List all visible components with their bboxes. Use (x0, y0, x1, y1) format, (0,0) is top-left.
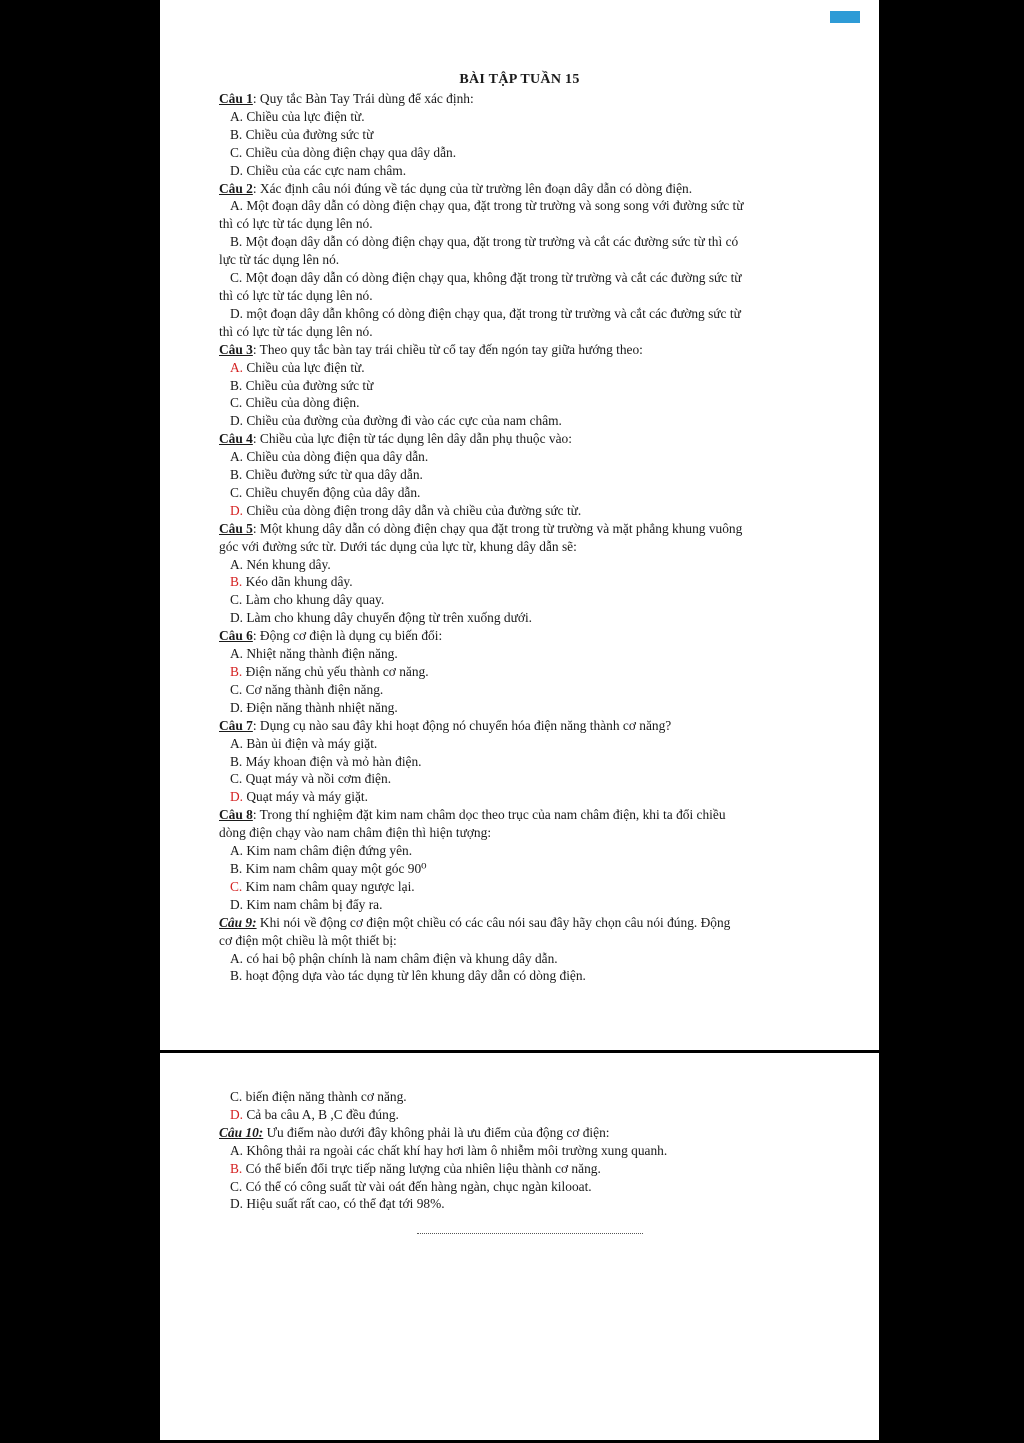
option-c (219, 591, 835, 609)
option-text: Chiều của các cực nam châm. (243, 162, 407, 178)
document-page-2 (160, 1053, 879, 1440)
option-text: Máy khoan điện và mỏ hàn điện. (242, 753, 422, 769)
questions-block-2 (219, 1088, 835, 1213)
option-d (219, 788, 835, 806)
question-label: Câu 3 (219, 341, 253, 357)
option-c (219, 394, 835, 412)
option-letter: D. (230, 699, 244, 715)
option-text: Kim nam châm bị đẩy ra. (243, 896, 383, 912)
option-text: Không thải ra ngoài các chất khí hay hơi làm ô nhiễm môi trường xung quanh. (243, 1142, 668, 1158)
option-letter-answer: C. (230, 878, 243, 894)
question-text: Khi nói về động cơ điện một chiều có các câu nói sau đây hãy chọn câu nói đúng. Động (256, 914, 731, 930)
option-a (219, 735, 835, 753)
option-a (219, 842, 835, 860)
option-b (219, 967, 835, 985)
option-text: biến điện năng thành cơ năng. (242, 1089, 407, 1104)
option-a (219, 108, 835, 126)
question-label: Câu 7 (219, 717, 253, 733)
option-letter: A. (230, 735, 244, 751)
document-page-1 (160, 0, 879, 1050)
question-6 (219, 627, 835, 645)
option-letter: A. (230, 646, 244, 662)
question-9-cont: cơ điện một chiều là một thiết bị: (219, 932, 397, 948)
option-a (219, 1142, 835, 1160)
option-text: hoạt động dựa vào tác dụng từ lên khung dây dẫn có dòng điện. (242, 968, 586, 984)
option-letter: B. (230, 377, 243, 393)
option-letter: B. (230, 234, 243, 250)
question-label: Câu 8 (219, 807, 253, 823)
option-letter: A. (230, 198, 244, 214)
question-text: : Chiều của lực điện từ tác dụng lên dây dẫn phụ thuộc vào: (252, 431, 572, 447)
option-text: Cả ba câu A, B ,C đều đúng. (243, 1106, 399, 1122)
option-text: Chiều của dòng điện trong dây dẫn và chiều của đường sức từ. (243, 502, 582, 518)
question-label: Câu 10: (219, 1124, 264, 1140)
question-text: Ưu điểm nào dưới đây không phải là ưu điểm của động cơ điện: (263, 1124, 610, 1140)
question-label: Câu 2 (219, 180, 253, 196)
option-letter: C. (230, 771, 243, 787)
option-text: Một đoạn dây dẫn có dòng điện chạy qua, không đặt trong từ trường và cắt các đường sức từ (242, 270, 742, 286)
option-text: Làm cho khung dây quay. (242, 592, 385, 608)
option-text: Điện năng chủ yếu thành cơ năng. (242, 664, 429, 679)
question-8-cont: dòng điện chạy vào nam châm điện thì hiện tượng: (219, 825, 492, 841)
option-b (219, 1160, 835, 1178)
option-a (219, 950, 835, 968)
question-text: : Quy tắc Bàn Tay Trái dùng để xác định: (252, 91, 474, 106)
option-c (219, 681, 835, 699)
option-text: một đoạn dây dẫn không có dòng điện chạy qua, đặt trong từ trường và cắt các đường sức từ (243, 305, 741, 321)
question-text: : Động cơ điện là dụng cụ biến đổi: (252, 628, 443, 644)
option-letter: B. (230, 467, 243, 483)
option-letter: B. (230, 860, 243, 876)
option-letter: A. (230, 449, 244, 465)
option-letter: C. (230, 270, 243, 286)
option-text: Kim nam châm quay ngược lại. (242, 878, 415, 894)
option-letter: D. (230, 610, 244, 626)
option-c (219, 144, 835, 162)
option-text: Chiều của dòng điện qua dây dẫn. (243, 449, 429, 465)
option-c (219, 269, 835, 287)
option-d (219, 502, 835, 520)
option-letter: C. (230, 1089, 243, 1104)
option-letter: B. (230, 968, 243, 984)
option-b (219, 860, 835, 878)
option-text: Hiệu suất rất cao, có thể đạt tới 98%. (243, 1196, 445, 1212)
question-label: Câu 4 (219, 431, 253, 447)
question-2 (219, 180, 835, 198)
option-letter: A. (230, 843, 244, 859)
option-letter-answer: D. (230, 502, 244, 518)
option-letter: D. (230, 413, 244, 429)
question-8 (219, 806, 835, 824)
option-d (219, 162, 835, 180)
option-letter: A. (230, 950, 244, 966)
option-text: Kim nam châm điện đứng yên. (243, 843, 413, 859)
option-d (219, 609, 835, 627)
option-c-cont: thì có lực từ tác dụng lên nó. (219, 287, 373, 303)
option-b (219, 233, 835, 251)
question-4 (219, 430, 835, 448)
option-letter: B. (230, 753, 243, 769)
blue-marker (830, 11, 860, 23)
option-a (219, 556, 835, 574)
option-text: Làm cho khung dây chuyển động từ trên xuống dưới. (243, 610, 533, 626)
option-letter: A. (230, 1142, 244, 1158)
option-letter-answer: B. (230, 574, 243, 590)
dotted-end-line (417, 1233, 643, 1234)
option-letter: C. (230, 1178, 243, 1194)
option-d (219, 896, 835, 914)
option-text: Nhiệt năng thành điện năng. (243, 646, 398, 662)
option-text: Cơ năng thành điện năng. (242, 681, 384, 697)
option-a (219, 359, 835, 377)
option-text: Chiều của đường sức từ (242, 126, 374, 142)
option-letter: A. (230, 556, 244, 572)
option-letter: D. (230, 896, 244, 912)
option-b (219, 377, 835, 395)
option-c (219, 484, 835, 502)
option-letter: C. (230, 592, 243, 608)
option-c (219, 770, 835, 788)
option-letter-answer: B. (230, 664, 243, 679)
option-letter: B. (230, 126, 243, 142)
option-text: Một đoạn dây dẫn có dòng điện chạy qua, đặt trong từ trường và song song với đường sức từ (243, 198, 744, 214)
option-text: Chiều của đường của đường đi vào các cực của nam châm. (243, 413, 562, 429)
question-text: : Trong thí nghiệm đặt kim nam châm dọc theo trục của nam châm điện, khi ta đổi chiều (252, 807, 726, 823)
option-text: Chiều đường sức từ qua dây dẫn. (242, 467, 423, 483)
option-c (219, 1178, 835, 1196)
option-a-cont: thì có lực từ tác dụng lên nó. (219, 216, 373, 232)
option-letter: C. (230, 484, 243, 500)
option-text: có hai bộ phận chính là nam châm điện và khung dây dẫn. (243, 950, 558, 966)
option-text: Chiều của dòng điện chạy qua dây dẫn. (242, 144, 457, 160)
option-text: Quạt máy và máy giặt. (243, 789, 368, 805)
question-5 (219, 520, 835, 538)
question-5-cont: góc với đường sức từ. Dưới tác dụng của lực từ, khung dây dẫn sẽ: (219, 538, 577, 554)
question-label: Câu 9: (219, 914, 257, 930)
option-letter: D. (230, 305, 244, 321)
option-text: Kéo dãn khung dây. (242, 574, 353, 590)
question-text: : Một khung dây dẫn có dòng điện chạy qua đặt trong từ trường và mặt phẳng khung vuông (252, 520, 743, 536)
option-c (219, 1088, 835, 1106)
option-text: Một đoạn dây dẫn có dòng điện chạy qua, đặt trong từ trường và cắt các đường sức từ thì có (242, 234, 739, 250)
question-3 (219, 341, 835, 359)
option-d (219, 1106, 835, 1124)
option-text: Bàn ủi điện và máy giặt. (243, 735, 378, 751)
option-text: Nén khung dây. (243, 556, 331, 572)
question-text: : Theo quy tắc bàn tay trái chiều từ cổ tay đến ngón tay giữa hướng theo: (252, 341, 643, 357)
option-letter-answer: A. (230, 359, 244, 375)
option-text: Điện năng thành nhiệt năng. (243, 699, 398, 715)
option-a (219, 448, 835, 466)
option-d (219, 1195, 835, 1213)
question-9 (219, 914, 835, 932)
question-text: : Dụng cụ nào sau đây khi hoạt động nó chuyển hóa điện năng thành cơ năng? (252, 717, 672, 733)
option-text: Kim nam châm quay một góc 90⁰ (242, 860, 427, 876)
option-b (219, 466, 835, 484)
option-d (219, 699, 835, 717)
option-a (219, 197, 835, 215)
option-d-cont: thì có lực từ tác dụng lên nó. (219, 323, 373, 339)
option-b (219, 663, 835, 681)
option-b (219, 573, 835, 591)
question-label: Câu 6 (219, 628, 253, 644)
questions-block-1 (219, 90, 835, 985)
option-letter-answer: D. (230, 789, 244, 805)
option-text: Chiều của lực điện từ. (243, 108, 365, 124)
option-letter: C. (230, 395, 243, 411)
option-b-cont: lực từ tác dụng lên nó. (219, 252, 340, 268)
option-text: Chiều của đường sức từ (242, 377, 374, 393)
question-label: Câu 5 (219, 520, 253, 536)
option-letter: D. (230, 1196, 244, 1212)
option-text: Có thể có công suất từ vài oát đến hàng ngàn, chục ngàn kilooat. (242, 1178, 592, 1194)
option-text: Quạt máy và nồi cơm điện. (242, 771, 392, 787)
question-7 (219, 717, 835, 735)
option-letter: D. (230, 162, 244, 178)
option-letter: C. (230, 681, 243, 697)
option-d (219, 305, 835, 323)
option-text: Chiều chuyển động của dây dẫn. (242, 484, 421, 500)
option-letter: A. (230, 108, 244, 124)
option-b (219, 126, 835, 144)
question-text: : Xác định câu nói đúng về tác dụng của từ trường lên đoạn dây dẫn có dòng điện. (252, 180, 693, 196)
option-b (219, 753, 835, 771)
option-text: Chiều của dòng điện. (242, 395, 360, 411)
option-letter: C. (230, 144, 243, 160)
question-10 (219, 1124, 835, 1142)
option-a (219, 645, 835, 663)
option-text: Chiều của lực điện từ. (243, 359, 365, 375)
option-letter-answer: D. (230, 1106, 244, 1122)
option-d (219, 412, 835, 430)
page-title: BÀI TẬP TUẦN 15 (459, 72, 580, 87)
option-c (219, 878, 835, 896)
question-1 (219, 90, 835, 108)
question-label: Câu 1 (219, 91, 253, 106)
option-letter-answer: B. (230, 1160, 243, 1176)
option-text: Có thể biến đổi trực tiếp năng lượng của nhiên liệu thành cơ năng. (242, 1160, 601, 1176)
